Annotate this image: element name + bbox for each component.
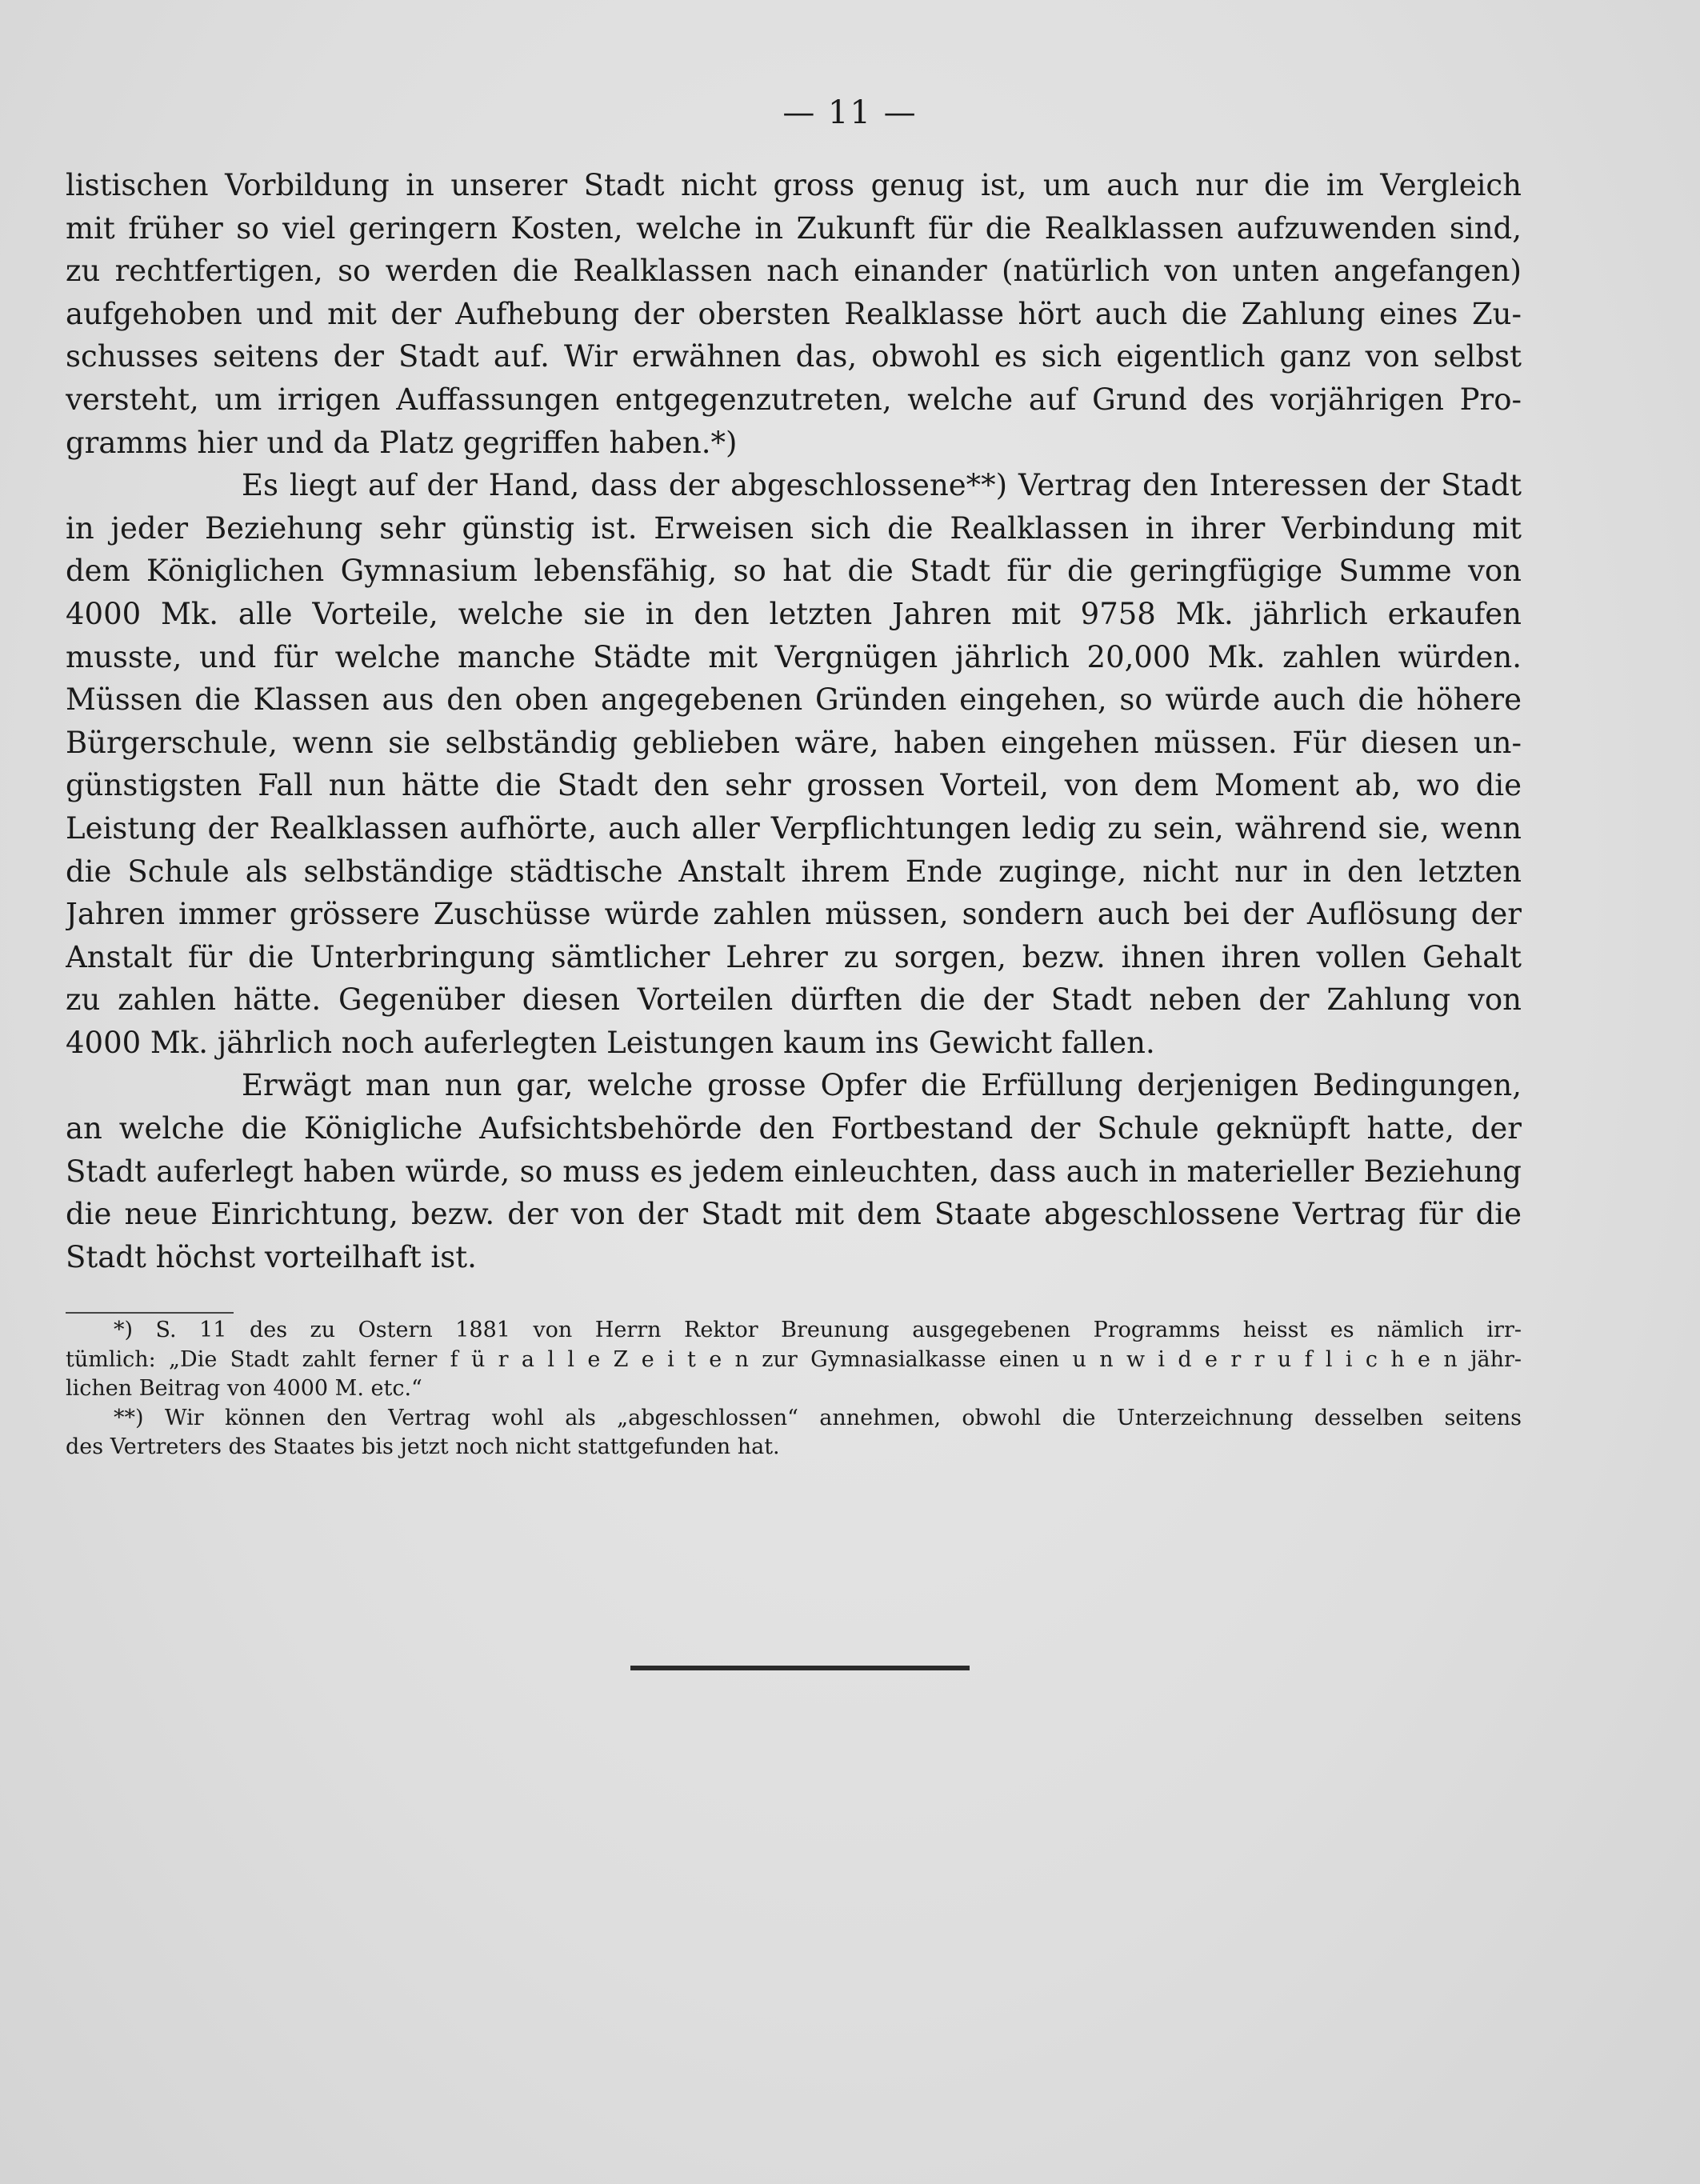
text-line: Erwägt man nun gar, welche grosse Opfer die Erfüllung derjenigen Bedingungen, (242, 1068, 1522, 1103)
text-line: versteht, um irrigen Auffassungen entgegenzutreten, welche auf Grund des vorjährigen Pro- (66, 382, 1522, 417)
text-line: 4000 Mk. jährlich noch auferlegten Leistungen kaum ins Gewicht fallen. (66, 1025, 1155, 1060)
text-line: Es liegt auf der Hand, dass der abgeschlossene**) Vertrag den Interessen der Stadt (242, 468, 1522, 503)
text-line: schusses seitens der Stadt auf. Wir erwähnen das, obwohl es sich eigentlich ganz von selbst (66, 339, 1522, 374)
text-line: in jeder Beziehung sehr günstig ist. Erweisen sich die Realklassen in ihrer Verbindung mit (66, 510, 1522, 546)
footnote-line: tümlich: „Die Stadt zahlt ferner f ü r a l l e Z e i t e n zur Gymnasialkasse einen u n w i d e r r u f l i c h e n jähr- (66, 1346, 1522, 1372)
footnote-line: *) S. 11 des zu Ostern 1881 von Herrn Rektor Breunung ausgegebenen Programms heisst es nämlich irr- (114, 1318, 1522, 1342)
footnote-line: des Vertreters des Staates bis jetzt noch nicht stattgefunden hat. (66, 1434, 780, 1460)
text-line: Anstalt für die Unterbringung sämtlicher Lehrer zu sorgen, bezw. ihnen ihren vollen Gehalt (66, 939, 1522, 974)
text-line: zu zahlen hätte. Gegenüber diesen Vorteilen dürften die der Stadt neben der Zahlung von (66, 982, 1522, 1018)
text-line: Stadt auferlegt haben würde, so muss es jedem einleuchten, dass auch in materieller Beziehung (66, 1154, 1522, 1189)
text-line: die neue Einrichtung, bezw. der von der Stadt mit dem Staate abgeschlossene Vertrag für die (66, 1197, 1522, 1232)
text-line: listischen Vorbildung in unserer Stadt nicht gross genug ist, um auch nur die im Vergleich (66, 168, 1522, 202)
text-line: an welche die Königliche Aufsichtsbehörde den Fortbestand der Schule geknüpft hatte, der (66, 1111, 1522, 1146)
text-line: mit früher so viel geringern Kosten, welche in Zukunft für die Realklassen aufzuwenden sind, (66, 210, 1522, 246)
text-line: aufgehoben und mit der Aufhebung der obersten Realklasse hört auch die Zahlung eines Zu- (66, 296, 1522, 331)
footnotes (66, 1316, 1522, 1462)
text-line: Stadt höchst vorteilhaft ist. (66, 1239, 477, 1274)
text-line: dem Königlichen Gymnasium lebensfähig, so hat die Stadt für die geringfügige Summe von (66, 554, 1522, 589)
text-line: die Schule als selbständige städtische Anstalt ihrem Ende zuginge, nicht nur in den letzten (66, 854, 1522, 889)
main-text (66, 164, 1522, 1278)
page-number: — 11 — (782, 94, 918, 131)
text-line: günstigsten Fall nun hätte die Stadt den sehr grossen Vorteil, von dem Moment ab, wo die (66, 768, 1522, 803)
footnote-separator (66, 1312, 234, 1314)
text-line: zu rechtfertigen, so werden die Realklassen nach einander (natürlich von unten angefangen) (66, 254, 1522, 289)
text-line: Leistung der Realklassen aufhörte, auch aller Verpflichtungen ledig zu sein, während sie, wenn (66, 810, 1522, 846)
footnote-line: lichen Beitrag von 4000 M. etc.“ (66, 1376, 422, 1402)
end-rule (630, 1666, 970, 1670)
footnote-line: **) Wir können den Vertrag wohl als „abgeschlossen“ annehmen, obwohl die Unterzeichnung desselben seitens (114, 1405, 1522, 1430)
text-line: Müssen die Klassen aus den oben angegebenen Gründen eingehen, so würde auch die höhere (66, 682, 1522, 718)
text-line: Jahren immer grössere Zuschüsse würde zahlen müssen, sondern auch bei der Auflösung der (66, 897, 1522, 932)
text-line: 4000 Mk. alle Vorteile, welche sie in den letzten Jahren mit 9758 Mk. jährlich erkaufen (66, 596, 1522, 631)
text-line: gramms hier und da Platz gegriffen haben.*) (66, 425, 738, 460)
text-line: musste, und für welche manche Städte mit Vergnügen jährlich 20,000 Mk. zahlen würden. (66, 639, 1522, 674)
text-line: Bürgerschule, wenn sie selbständig geblieben wäre, haben eingehen müssen. Für diesen un- (66, 725, 1522, 760)
